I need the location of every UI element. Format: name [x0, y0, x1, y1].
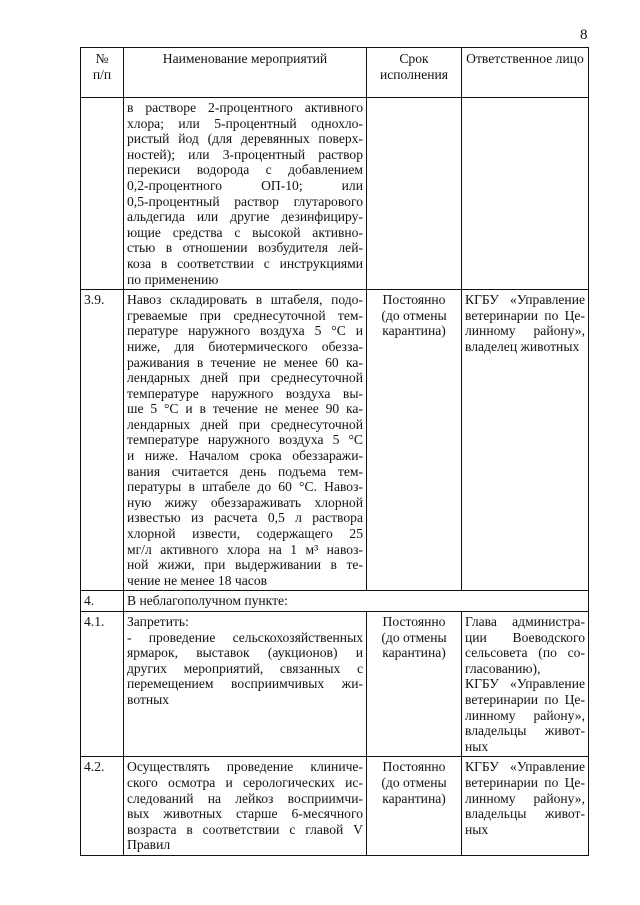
row-responsible-line: ветеринарии по Це-: [465, 307, 585, 323]
header-num: [81, 48, 124, 98]
row-action-line: ристый йод (для деревянных поверх-: [127, 131, 363, 147]
row-action-line: возраста в соответствии с главой V: [127, 821, 363, 837]
row-action-line: по применению: [127, 271, 219, 287]
row-action-line: в растворе 2-процентного активного: [127, 100, 363, 115]
row-action-line: 0,5-процентный раствор глутарового: [127, 193, 363, 209]
row-action-line: ниже, для биотермического обезза-: [127, 338, 363, 354]
row-action-line: - проведение сельскохозяйственных: [127, 629, 363, 645]
row-action-line: пературы в штабеле до 60 °С. Навоз-: [127, 479, 363, 495]
row-action-line: ющие средства с высокой активно-: [127, 224, 363, 240]
row-number-line: 4.1.: [84, 614, 105, 629]
row-responsible-line: КГБУ «Управление: [465, 676, 585, 692]
row-action: [124, 612, 367, 757]
row-term: [367, 290, 462, 591]
row-action-line: ной жижи, при выдерживании в те-: [127, 557, 363, 573]
row-responsible: [462, 98, 589, 290]
header-term-line: исполнения: [379, 66, 449, 82]
table-header-row: [81, 48, 589, 98]
row-responsible-line: ветеринарии по Це-: [465, 691, 585, 707]
row-responsible-line: владельцы живот-: [465, 723, 585, 739]
page-number: 8: [580, 27, 588, 43]
row-action-line: ную жижу обеззараживать хлорной: [127, 494, 363, 510]
row-action-line: следований на лейкоз восприимчи-: [127, 790, 363, 806]
row-action-line: других мероприятий, связанных с: [127, 660, 363, 676]
measures-table: [80, 47, 589, 856]
row-responsible-line: сельсовета (по со-: [465, 645, 585, 661]
row-action-line: ностей); или 3-процентный раствор: [127, 146, 363, 162]
header-term: [367, 48, 462, 98]
row-term: [367, 612, 462, 757]
row-action-line: лендарных дней при среднесуточной: [127, 370, 363, 386]
row-responsible-line: владелец животных: [465, 338, 580, 354]
row-responsible-line: КГБУ «Управление: [465, 759, 585, 775]
header-num-line: п/п: [92, 66, 112, 82]
row-term-line: (до отмены: [381, 774, 447, 790]
row-term: [367, 757, 462, 856]
row-term-line: Постоянно: [382, 759, 446, 775]
row-action-line: ского осмотра и серологических ис-: [127, 774, 363, 790]
row-term-line: (до отмены: [381, 629, 447, 645]
row-responsible-line: линному району»,: [465, 323, 585, 339]
row-action-line: известью из расчета 0,5 л раствора: [127, 510, 363, 526]
row-section-title-line: В неблагополучном пункте:: [127, 593, 288, 609]
row-number: [81, 290, 124, 591]
row-action-line: перемещением восприимчивых жи-: [127, 676, 363, 692]
row-number-line: 3.9.: [84, 292, 105, 308]
row-responsible-line: ных: [465, 821, 489, 837]
row-action-line: пературе наружного воздуха 5 °С и: [127, 323, 363, 339]
row-action-line: хлора; или 5-процентный однохло-: [127, 115, 363, 131]
row-responsible-line: гласованию),: [465, 660, 541, 676]
row-number-line: 4.: [84, 593, 95, 609]
row-action-line: альдегида или другие дезинфициру-: [127, 209, 363, 225]
row-responsible-line: ветеринарии по Це-: [465, 774, 585, 790]
row-action-line: вотных: [127, 691, 170, 707]
row-action: [124, 757, 367, 856]
row-action-line: Осуществлять проведение клиниче-: [127, 759, 363, 775]
header-num-line: №: [95, 51, 109, 66]
row-action-line: коза в соответствии с инструкциями: [127, 255, 363, 271]
header-responsible: Ответственное лицо: [462, 48, 589, 98]
row-action: [124, 98, 367, 290]
row-number: [81, 591, 124, 612]
row-term-line: карантина): [382, 323, 446, 339]
row-action-line: стью в отношении возбудителя лей-: [127, 240, 363, 256]
table-row: [81, 290, 589, 591]
header-name: Наименование мероприятий: [124, 48, 367, 98]
row-responsible-line: владельцы живот-: [465, 806, 585, 822]
row-action-line: Запретить:: [127, 614, 189, 629]
row-responsible: [462, 612, 589, 757]
row-action: [124, 290, 367, 591]
table-row: [81, 591, 589, 612]
row-number-line: 4.2.: [84, 759, 105, 775]
row-term: [367, 98, 462, 290]
row-action-line: ярмарок, выставок (аукционов) и: [127, 645, 363, 661]
row-action-line: Навоз складировать в штабеля, подо-: [127, 292, 363, 308]
row-responsible-line: ных: [465, 738, 489, 754]
row-responsible: [462, 290, 589, 591]
row-action-line: раживания в течение не менее 60 ка-: [127, 354, 363, 370]
table-row: [81, 612, 589, 757]
row-responsible-line: линному району»,: [465, 790, 585, 806]
row-action-line: температуре наружного воздуха вы-: [127, 385, 363, 401]
row-term-line: карантина): [382, 645, 446, 661]
row-action-line: перекиси водорода с добавлением: [127, 162, 363, 178]
row-action-line: температуре наружного воздуха 5 °С: [127, 432, 363, 448]
row-term-line: Постоянно: [382, 292, 446, 308]
header-term-line: Срок: [399, 51, 429, 66]
row-responsible: [462, 757, 589, 856]
row-action-line: хлорной извести, содержащего 25: [127, 526, 363, 542]
table-row: [81, 98, 589, 290]
row-action-line: лендарных дней при среднесуточной: [127, 416, 363, 432]
row-number: [81, 757, 124, 856]
table-row: [81, 757, 589, 856]
row-action-line: мг/л активного хлора на 1 м³ навоз-: [127, 541, 363, 557]
row-action-line: Правил: [127, 837, 171, 853]
row-action-line: 0,2-процентного ОП-10; или: [127, 177, 363, 193]
row-number: [81, 98, 124, 290]
row-action-line: греваемые при среднесуточной тем-: [127, 307, 363, 323]
row-action-line: ше 5 °С и в течение не менее 90 ка-: [127, 401, 363, 417]
row-term-line: (до отмены: [381, 307, 447, 323]
row-responsible-line: линному району»,: [465, 707, 585, 723]
row-responsible-line: КГБУ «Управление: [465, 292, 585, 308]
row-section-title: [124, 591, 589, 612]
row-action-line: чение не менее 18 часов: [127, 572, 268, 588]
row-responsible-line: Глава администра-: [465, 614, 585, 629]
row-number: [81, 612, 124, 757]
row-action-line: вания считается день подъема тем-: [127, 463, 363, 479]
row-action-line: и ниже. Началом срока обеззаражи-: [127, 448, 363, 464]
row-action-line: вых животных старше 6-месячного: [127, 806, 363, 822]
row-term-line: карантина): [382, 790, 446, 806]
row-responsible-line: ции Воеводского: [465, 629, 585, 645]
row-term-line: Постоянно: [382, 614, 446, 629]
